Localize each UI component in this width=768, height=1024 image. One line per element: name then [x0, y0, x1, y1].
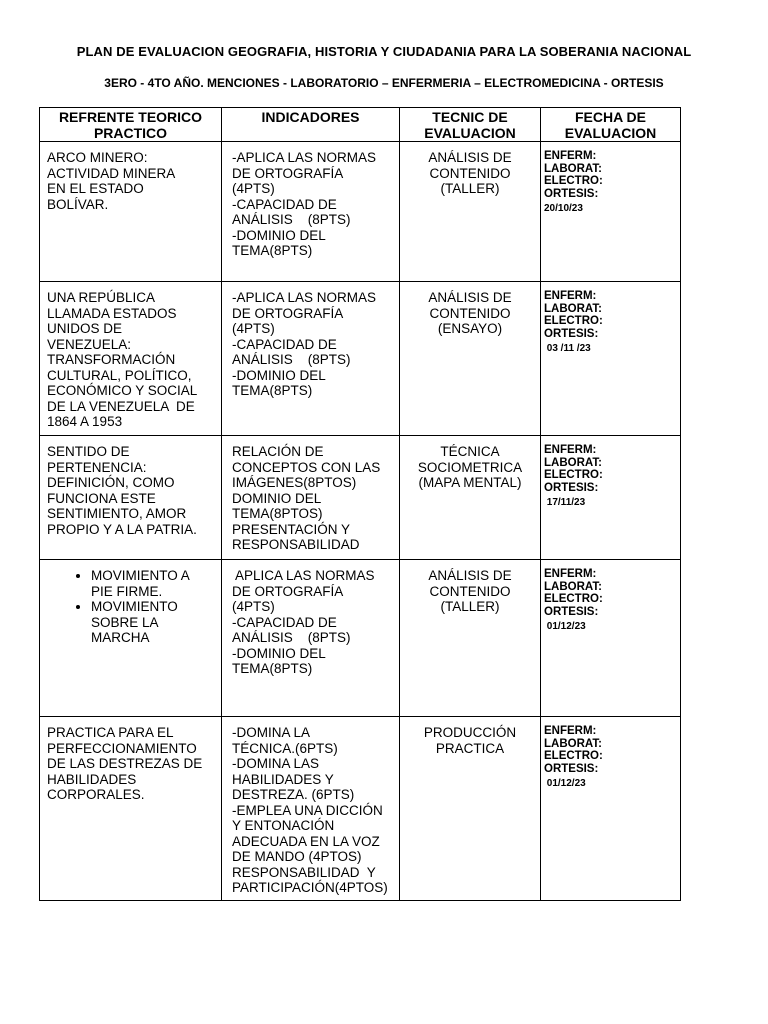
cell-fecha	[541, 560, 681, 717]
indicador-line: PARTICIPACIÓN(4PTOS)	[232, 880, 388, 895]
cell-referente	[40, 436, 222, 560]
cell-tecnica	[400, 142, 541, 282]
referente-line: PERTENENCIA:	[47, 459, 147, 475]
tecnica-line: TÉCNICA	[440, 444, 500, 459]
indicador-line: APLICA LAS NORMAS	[232, 568, 375, 583]
referente-line: DE LA VENEZUELA DE	[47, 398, 195, 414]
referente-line: MARCHA	[91, 630, 150, 645]
header-tecnica: TECNIC DE EVALUACION	[400, 108, 541, 142]
referente-line: SOBRE LA	[91, 614, 159, 630]
list-item	[91, 599, 215, 646]
indicador-line: -CAPACIDAD DE	[232, 196, 337, 212]
referente-line: SENTIMIENTO, AMOR	[47, 506, 187, 521]
fecha-label: ORTESIS:	[544, 605, 599, 618]
fecha-label: ELECTRO:	[544, 315, 603, 327]
fecha-label: ELECTRO:	[544, 593, 603, 605]
referente-line: CORPORALES.	[47, 787, 145, 802]
tecnica-line: CONTENIDO	[429, 305, 511, 321]
fecha-label: ENFERM:	[544, 290, 597, 302]
tecnica-line: CONTENIDO	[429, 583, 511, 599]
indicador-line: (4PTS)	[232, 321, 275, 336]
cell-fecha	[541, 142, 681, 282]
tecnica-line: (MAPA MENTAL)	[418, 475, 522, 490]
indicador-line: -APLICA LAS NORMAS	[232, 290, 377, 305]
fecha-label: ORTESIS:	[544, 481, 599, 494]
indicador-line: -DOMINA LA	[232, 725, 311, 740]
indicador-line: TEMA(8PTOS)	[232, 506, 323, 521]
referente-line: ACTIVIDAD MINERA	[47, 165, 176, 181]
fecha-date: 20/10/23	[544, 203, 583, 214]
indicador-line: DE ORTOGRAFÍA	[232, 583, 344, 599]
table-header-row	[40, 108, 681, 142]
indicador-line: DE ORTOGRAFÍA	[232, 305, 344, 321]
fecha-label: ELECTRO:	[544, 469, 603, 481]
bullet-list	[47, 568, 215, 646]
referente-line: TRANSFORMACIÓN	[47, 352, 176, 367]
referente-line: SENTIDO DE	[47, 444, 130, 459]
referente-line: DEFINICIÓN, COMO	[47, 475, 175, 490]
referente-line: UNIDOS DE	[47, 321, 123, 336]
fecha-label: ELECTRO:	[544, 750, 603, 762]
referente-line: CULTURAL, POLÍTICO,	[47, 367, 192, 383]
fecha-label: ENFERM:	[544, 150, 597, 162]
tecnica-line: (ENSAYO)	[437, 321, 503, 336]
referente-line: EN EL ESTADO	[47, 181, 144, 196]
cell-referente	[40, 142, 222, 282]
referente-line: 1864 A 1953	[47, 414, 123, 429]
indicador-line: DESTREZA. (6PTS)	[232, 787, 355, 802]
cell-referente	[40, 282, 222, 436]
document-subtitle: 3ERO - 4TO AÑO. MENCIONES - LABORATORIO – ENFERMERIA – ELECTROMEDICINA - ORTESIS	[104, 76, 664, 90]
fecha-label: ENFERM:	[544, 444, 597, 456]
referente-line: PERFECCIONAMIENTO	[47, 740, 197, 756]
tecnica-line: ANÁLISIS DE	[428, 150, 512, 165]
tecnica-line: PRODUCCIÓN	[423, 725, 517, 740]
tecnica-line: (TALLER)	[440, 181, 500, 196]
fecha-label: ENFERM:	[544, 725, 597, 737]
indicador-line: TEMA(8PTS)	[232, 383, 313, 398]
indicador-line: -DOMINIO DEL	[232, 227, 326, 243]
referente-line: ARCO MINERO:	[47, 150, 148, 165]
fecha-date: 01/12/23	[544, 778, 586, 789]
document-title: PLAN DE EVALUACION GEOGRAFIA, HISTORIA Y CIUDADANIA PARA LA SOBERANIA NACIONAL	[76, 44, 692, 59]
list-item	[91, 568, 215, 599]
indicador-line: (4PTS)	[232, 599, 275, 614]
indicador-line: RESPONSABILIDAD Y	[232, 864, 376, 880]
fecha-label: ORTESIS:	[544, 762, 599, 775]
referente-line: HABILIDADES	[47, 771, 137, 787]
table-row	[40, 142, 681, 282]
indicador-line: TEMA(8PTS)	[232, 661, 313, 676]
referente-line: • MOVIMIENTO A	[91, 568, 190, 583]
indicador-line: -EMPLEA UNA DICCIÓN	[232, 802, 383, 818]
cell-fecha	[541, 282, 681, 436]
indicador-line: -CAPACIDAD DE	[232, 336, 337, 352]
indicador-line: ANÁLISIS (8PTS)	[232, 630, 351, 645]
indicador-line: -DOMINA LAS	[232, 756, 320, 771]
cell-tecnica	[400, 717, 541, 901]
referente-line: DE LAS DESTREZAS DE	[47, 756, 203, 771]
fecha-date: 17/11/23	[544, 497, 586, 508]
cell-indicadores	[222, 436, 400, 560]
tecnica-line: (TALLER)	[440, 599, 500, 614]
cell-tecnica	[400, 282, 541, 436]
fecha-label: LABORAT:	[544, 580, 602, 593]
indicador-line: HABILIDADES Y	[232, 771, 334, 787]
indicador-line: IMÁGENES(8PTOS)	[232, 475, 357, 490]
cell-indicadores	[222, 560, 400, 717]
fecha-date: 01/12/23	[544, 621, 586, 632]
indicador-line: DE ORTOGRAFÍA	[232, 165, 344, 181]
referente-line: PRACTICA PARA EL	[47, 725, 174, 740]
fecha-label: ENFERM:	[544, 568, 597, 580]
cell-indicadores	[222, 142, 400, 282]
tecnica-line: CONTENIDO	[429, 165, 511, 181]
cell-indicadores	[222, 282, 400, 436]
referente-line: FUNCIONA ESTE	[47, 490, 156, 506]
referente-line: PROPIO Y A LA PATRIA.	[47, 521, 197, 537]
indicador-line: TÉCNICA.(6PTS)	[232, 740, 338, 756]
indicador-line: TEMA(8PTS)	[232, 243, 313, 258]
indicador-line: ANÁLISIS (8PTS)	[232, 212, 351, 227]
referente-line: ECONÓMICO Y SOCIAL	[47, 383, 198, 398]
indicador-line: -DOMINIO DEL	[232, 645, 326, 661]
cell-tecnica	[400, 560, 541, 717]
table-row	[40, 717, 681, 901]
referente-line: PIE FIRME.	[91, 583, 163, 599]
fecha-label: ORTESIS:	[544, 187, 599, 200]
indicador-line: PRESENTACIÓN Y	[232, 521, 351, 537]
referente-line: • MOVIMIENTO	[91, 599, 178, 614]
indicador-line: ANÁLISIS (8PTS)	[232, 352, 351, 367]
tecnica-line: ANÁLISIS DE	[428, 568, 512, 583]
cell-tecnica	[400, 436, 541, 560]
evaluation-table	[39, 107, 681, 901]
fecha-date: 03 /11 /23	[544, 343, 591, 354]
tecnica-line: ANÁLISIS DE	[428, 290, 512, 305]
indicador-line: RELACIÓN DE	[232, 444, 324, 459]
referente-line: VENEZUELA:	[47, 336, 132, 352]
indicador-line: RESPONSABILIDAD	[232, 537, 360, 552]
referente-line: UNA REPÚBLICA	[47, 290, 156, 305]
header-indicadores: INDICADORES	[222, 108, 400, 142]
indicador-line: (4PTS)	[232, 181, 275, 196]
tecnica-line: PRACTICA	[435, 740, 505, 756]
indicador-line: -CAPACIDAD DE	[232, 614, 337, 630]
table-row	[40, 560, 681, 717]
indicador-line: Y ENTONACIÓN	[232, 818, 335, 833]
fecha-label: ELECTRO:	[544, 175, 603, 187]
table-row	[40, 436, 681, 560]
cell-fecha	[541, 436, 681, 560]
fecha-label: LABORAT:	[544, 456, 602, 469]
indicador-line: CONCEPTOS CON LAS	[232, 459, 381, 475]
table-row	[40, 282, 681, 436]
cell-fecha	[541, 717, 681, 901]
cell-indicadores	[222, 717, 400, 901]
cell-referente	[40, 560, 222, 717]
fecha-label: ORTESIS:	[544, 327, 599, 340]
referente-line: BOLÍVAR.	[47, 196, 109, 212]
indicador-line: DOMINIO DEL	[232, 490, 322, 506]
indicador-line: -APLICA LAS NORMAS	[232, 150, 377, 165]
header-fecha: FECHA DE EVALUACION	[541, 108, 681, 142]
tecnica-line: SOCIOMETRICA	[417, 459, 523, 475]
indicador-line: -DOMINIO DEL	[232, 367, 326, 383]
indicador-line: DE MANDO (4PTOS)	[232, 849, 362, 864]
header-referente: REFRENTE TEORICO PRACTICO	[40, 108, 222, 142]
referente-line: LLAMADA ESTADOS	[47, 305, 177, 321]
cell-referente	[40, 717, 222, 901]
fecha-label: LABORAT:	[544, 737, 602, 750]
fecha-label: LABORAT:	[544, 162, 602, 175]
indicador-line: ADECUADA EN LA VOZ	[232, 833, 380, 849]
fecha-label: LABORAT:	[544, 302, 602, 315]
